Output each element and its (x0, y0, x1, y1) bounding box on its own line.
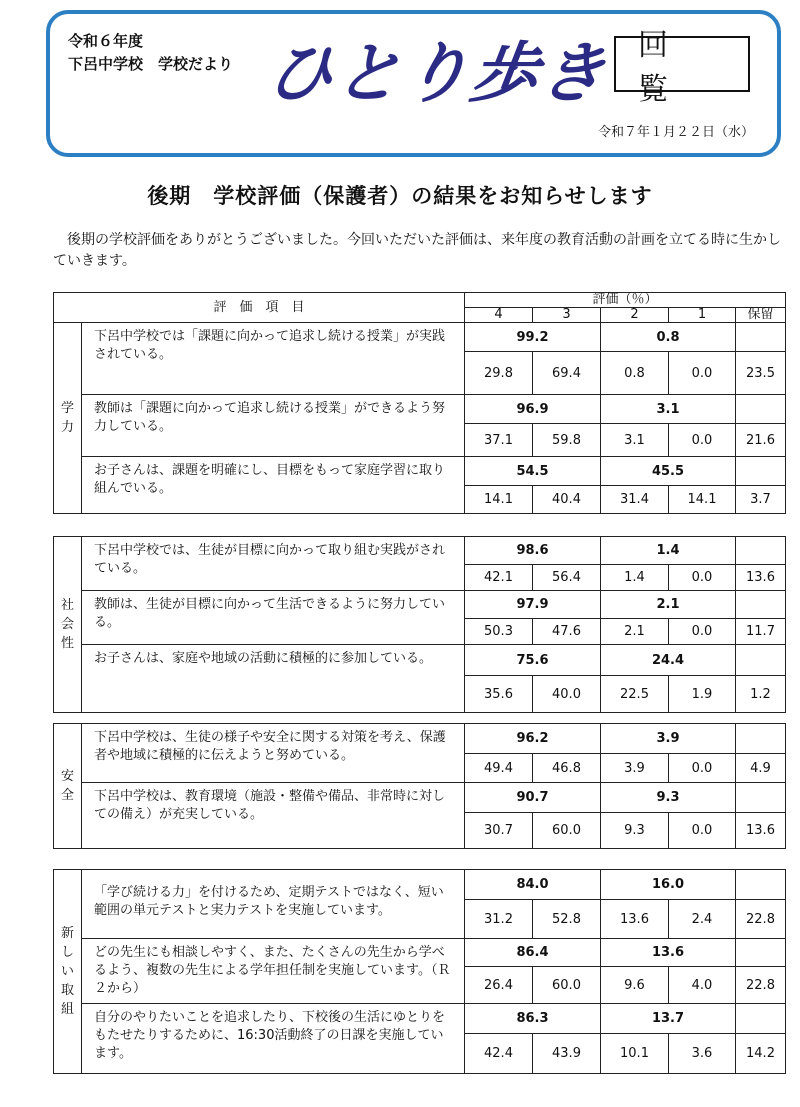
blank-cell (736, 591, 786, 619)
rating-4: 42.4 (465, 1034, 533, 1074)
negative-total: 24.4 (601, 645, 736, 676)
rating-4: 29.8 (465, 352, 533, 395)
rating-3: 52.8 (533, 900, 601, 939)
item-header: 評 価 項 目 (54, 293, 465, 323)
positive-total: 96.2 (465, 724, 601, 754)
rating-hold: 13.6 (736, 813, 786, 849)
rating-1: 0.0 (669, 754, 736, 783)
col-2-header: 2 (601, 308, 669, 323)
item-text: お子さんは、家庭や地域の活動に積極的に参加している。 (82, 645, 465, 713)
rating-4: 14.1 (465, 486, 533, 514)
rating-3: 43.9 (533, 1034, 601, 1074)
rating-hold: 1.2 (736, 676, 786, 713)
rating-4: 31.2 (465, 900, 533, 939)
rating-hold: 22.8 (736, 900, 786, 939)
blank-cell (736, 1004, 786, 1034)
rating-2: 13.6 (601, 900, 669, 939)
positive-total: 98.6 (465, 537, 601, 565)
rating-3: 60.0 (533, 813, 601, 849)
rating-4: 42.1 (465, 565, 533, 591)
blank-cell (736, 537, 786, 565)
positive-total: 86.4 (465, 939, 601, 967)
page-title: 後期 学校評価（保護者）の結果をお知らせします (147, 184, 653, 208)
rating-1: 0.0 (669, 352, 736, 395)
blank-cell (736, 783, 786, 813)
rating-1: 14.1 (669, 486, 736, 514)
rating-4: 50.3 (465, 619, 533, 645)
item-text: お子さんは、課題を明確にし、目標をもって家庭学習に取り組んでいる。 (82, 457, 465, 514)
blank-cell (736, 395, 786, 424)
rating-3: 40.0 (533, 676, 601, 713)
rating-hold: 13.6 (736, 565, 786, 591)
positive-total: 96.9 (465, 395, 601, 424)
blank-cell (736, 724, 786, 754)
item-text: 教師は「課題に向かって追求し続ける授業」ができるよう努力している。 (82, 395, 465, 457)
item-text: 下呂中学校では、生徒が目標に向かって取り組む実践がされている。 (82, 537, 465, 591)
col-4-header: 4 (465, 308, 533, 323)
rating-1: 0.0 (669, 424, 736, 457)
item-text: 「学び続ける力」を付けるため、定期テストではなく、短い範囲の単元テストと実力テストを実施しています。 (82, 870, 465, 939)
item-text: 下呂中学校では「課題に向かって追求し続ける授業」が実践されている。 (82, 323, 465, 395)
positive-total: 90.7 (465, 783, 601, 813)
fiscal-year: 令和６年度 (68, 32, 144, 50)
rating-1: 2.4 (669, 900, 736, 939)
rating-3: 40.4 (533, 486, 601, 514)
rating-3: 60.0 (533, 967, 601, 1004)
rating-3: 46.8 (533, 754, 601, 783)
rating-2: 9.3 (601, 813, 669, 849)
category-label: 安全 (54, 724, 82, 849)
rating-2: 10.1 (601, 1034, 669, 1074)
positive-total: 84.0 (465, 870, 601, 900)
blank-cell (736, 645, 786, 676)
negative-total: 2.1 (601, 591, 736, 619)
positive-total: 54.5 (465, 457, 601, 486)
item-text: 下呂中学校は、教育環境（施設・整備や備品、非常時に対しての備え）が充実している。 (82, 783, 465, 849)
newsletter-logo: ひとり歩き (261, 34, 613, 112)
positive-total: 97.9 (465, 591, 601, 619)
school-name: 下呂中学校 学校だより (68, 55, 234, 73)
rating-hold: 21.6 (736, 424, 786, 457)
blank-cell (736, 323, 786, 352)
blank-cell (736, 939, 786, 967)
rating-1: 4.0 (669, 967, 736, 1004)
rating-4: 30.7 (465, 813, 533, 849)
positive-total: 75.6 (465, 645, 601, 676)
rating-3: 59.8 (533, 424, 601, 457)
item-text: どの先生にも相談しやすく、また、たくさんの先生から学べるよう、複数の先生による学年担任制を実施しています。（Ｒ２から） (82, 939, 465, 1004)
evaluation-table-social (53, 536, 786, 713)
negative-total: 9.3 (601, 783, 736, 813)
rating-header: 評価（％） (465, 293, 786, 308)
rating-3: 56.4 (533, 565, 601, 591)
rating-2: 3.9 (601, 754, 669, 783)
rating-4: 49.4 (465, 754, 533, 783)
rating-4: 35.6 (465, 676, 533, 713)
negative-total: 1.4 (601, 537, 736, 565)
negative-total: 45.5 (601, 457, 736, 486)
rating-1: 3.6 (669, 1034, 736, 1074)
rating-1: 0.0 (669, 619, 736, 645)
col-1-header: 1 (669, 308, 736, 323)
rating-2: 1.4 (601, 565, 669, 591)
item-text: 下呂中学校は、生徒の様子や安全に関する対策を考え、保護者や地域に積極的に伝えようと努めている。 (82, 724, 465, 783)
category-label: 学力 (54, 323, 82, 514)
rating-4: 37.1 (465, 424, 533, 457)
rating-hold: 22.8 (736, 967, 786, 1004)
negative-total: 16.0 (601, 870, 736, 900)
circulation-stamp: 回覧 (614, 36, 750, 92)
rating-3: 47.6 (533, 619, 601, 645)
rating-hold: 14.2 (736, 1034, 786, 1074)
blank-cell (736, 457, 786, 486)
rating-2: 0.8 (601, 352, 669, 395)
negative-total: 13.7 (601, 1004, 736, 1034)
rating-2: 31.4 (601, 486, 669, 514)
positive-total: 86.3 (465, 1004, 601, 1034)
evaluation-table-new-initiatives (53, 869, 786, 1074)
negative-total: 13.6 (601, 939, 736, 967)
category-label: 新しい取組 (54, 870, 82, 1074)
rating-2: 22.5 (601, 676, 669, 713)
col-3-header: 3 (533, 308, 601, 323)
intro-paragraph: 後期の学校評価をありがとうございました。今回いただいた評価は、来年度の教育活動の計画を立てる時に生かしていきます。 (53, 232, 781, 269)
category-label: 社会性 (54, 537, 82, 713)
blank-cell (736, 870, 786, 900)
rating-4: 26.4 (465, 967, 533, 1004)
rating-hold: 11.7 (736, 619, 786, 645)
rating-2: 3.1 (601, 424, 669, 457)
issue-date: 令和７年１月２２日（水） (598, 125, 755, 140)
col-hold-header: 保留 (736, 308, 786, 323)
evaluation-table-safety (53, 723, 786, 849)
rating-1: 0.0 (669, 565, 736, 591)
rating-hold: 4.9 (736, 754, 786, 783)
rating-2: 2.1 (601, 619, 669, 645)
rating-1: 1.9 (669, 676, 736, 713)
rating-2: 9.6 (601, 967, 669, 1004)
rating-3: 69.4 (533, 352, 601, 395)
rating-1: 0.0 (669, 813, 736, 849)
negative-total: 3.9 (601, 724, 736, 754)
item-text: 教師は、生徒が目標に向かって生活できるように努力している。 (82, 591, 465, 645)
negative-total: 0.8 (601, 323, 736, 352)
positive-total: 99.2 (465, 323, 601, 352)
item-text: 自分のやりたいことを追求したり、下校後の生活にゆとりをもたせたりするために、16:30活動終了の日課を実施しています。 (82, 1004, 465, 1074)
negative-total: 3.1 (601, 395, 736, 424)
rating-hold: 23.5 (736, 352, 786, 395)
evaluation-table-academic (53, 292, 786, 514)
rating-hold: 3.7 (736, 486, 786, 514)
